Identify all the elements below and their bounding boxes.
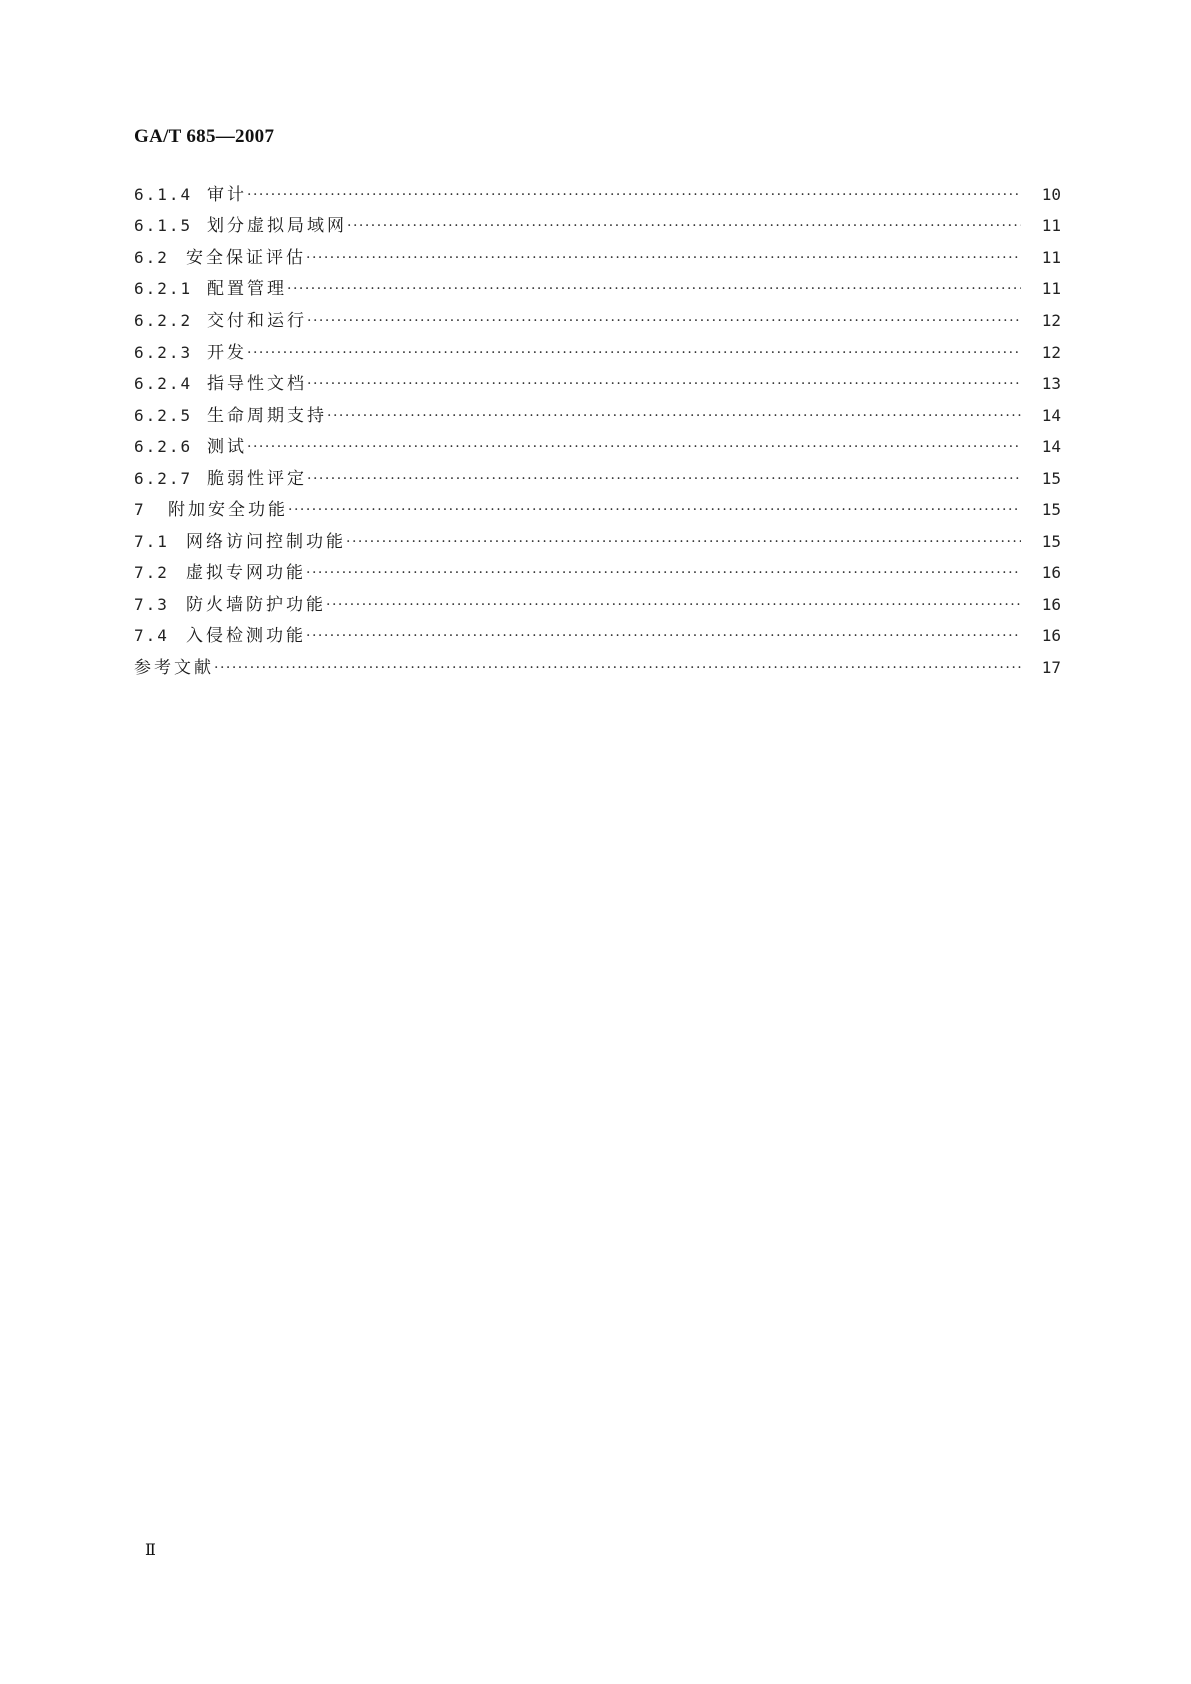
toc-dot-leader [287,279,1021,299]
toc-dot-leader [247,185,1021,205]
toc-entry-title: 脆弱性评定 [207,468,307,489]
toc-entry-page: 14 [1041,405,1061,425]
toc-entry[interactable] [134,558,1061,590]
toc-entry-title: 防火墙防护功能 [186,594,326,615]
standard-number-header: GA/T 685—2007 [134,126,275,147]
toc-dot-leader [307,311,1021,331]
table-of-contents [134,179,1061,684]
toc-entry[interactable] [134,526,1061,558]
toc-entry[interactable] [134,400,1061,432]
toc-entry-page: 13 [1041,374,1061,394]
toc-entry-number: 7.4 [134,626,169,646]
toc-dot-leader [306,626,1021,646]
toc-entry-page: 12 [1041,342,1061,362]
toc-entry-title: 审计 [207,184,247,205]
toc-entry-page: 11 [1041,247,1061,267]
toc-entry-page: 15 [1041,500,1061,520]
toc-entry-page: 16 [1041,594,1061,614]
toc-entry-number: 6.2.6 [134,437,193,457]
toc-entry[interactable] [134,242,1061,274]
toc-entry-page: 15 [1041,468,1061,488]
toc-entry-title: 入侵检测功能 [186,626,306,647]
toc-entry-number: 6.2.2 [134,310,193,330]
page-number-footer: Ⅱ [145,1540,156,1559]
toc-dot-leader [326,595,1021,615]
toc-entry-title: 网络访问控制功能 [186,531,346,552]
toc-entry[interactable] [134,179,1061,211]
toc-entry-number: 6.2.4 [134,374,193,394]
toc-entry-title: 虚拟专网功能 [186,563,306,584]
toc-entry[interactable] [134,368,1061,400]
toc-entry-page: 12 [1041,310,1061,330]
toc-entry-number: 6.2 [134,247,169,267]
toc-entry[interactable] [134,589,1061,621]
toc-entry-number: 7 [134,500,146,520]
toc-entry-page: 10 [1041,184,1061,204]
toc-dot-leader [347,216,1021,236]
toc-dot-leader [346,532,1021,552]
toc-entry[interactable] [134,337,1061,369]
toc-entry-number: 6.2.5 [134,405,193,425]
toc-entry[interactable] [134,652,1061,684]
toc-entry-page: 11 [1041,279,1061,299]
toc-entry[interactable] [134,463,1061,495]
toc-entry-page: 16 [1041,563,1061,583]
toc-dot-leader [306,563,1021,583]
toc-entry-number: 7.3 [134,594,169,614]
toc-entry-title: 开发 [207,342,247,363]
toc-dot-leader [288,500,1021,520]
toc-entry[interactable] [134,494,1061,526]
toc-entry-page: 14 [1041,437,1061,457]
toc-entry-number: 6.2.3 [134,342,193,362]
toc-dot-leader [214,658,1021,678]
toc-entry-title: 附加安全功能 [168,500,288,521]
toc-entry-number: 7.2 [134,563,169,583]
toc-dot-leader [307,469,1021,489]
toc-entry-title: 指导性文档 [207,374,307,395]
toc-entry-title: 划分虚拟局域网 [207,216,347,237]
toc-entry-page: 11 [1041,216,1061,236]
toc-entry-page: 16 [1041,626,1061,646]
toc-entry-title: 参考文献 [134,657,214,678]
toc-dot-leader [247,343,1021,363]
toc-entry-number: 6.2.1 [134,279,193,299]
toc-entry-title: 安全保证评估 [186,247,306,268]
toc-entry[interactable] [134,211,1061,243]
toc-entry-title: 配置管理 [207,279,287,300]
toc-dot-leader [306,248,1021,268]
toc-entry-page: 17 [1041,657,1061,677]
toc-entry-title: 交付和运行 [207,310,307,331]
toc-dot-leader [307,374,1021,394]
toc-entry-page: 15 [1041,531,1061,551]
toc-dot-leader [327,406,1021,426]
toc-entry-number: 6.1.5 [134,216,193,236]
toc-entry[interactable] [134,305,1061,337]
toc-entry-number: 7.1 [134,531,169,551]
toc-entry[interactable] [134,431,1061,463]
toc-entry-title: 测试 [207,437,247,458]
toc-entry-number: 6.2.7 [134,468,193,488]
toc-entry-number: 6.1.4 [134,184,193,204]
toc-dot-leader [247,437,1021,457]
toc-entry[interactable] [134,274,1061,306]
toc-entry[interactable] [134,621,1061,653]
toc-entry-title: 生命周期支持 [207,405,327,426]
